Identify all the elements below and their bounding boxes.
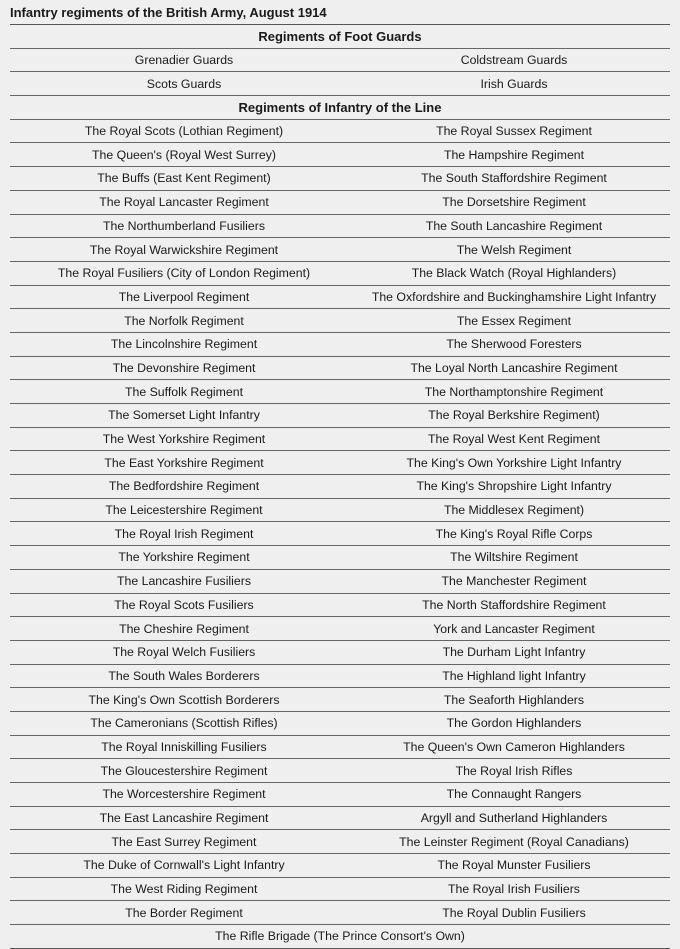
- table-row: [10, 215, 670, 239]
- regiment-cell-left: The Lincolnshire Regiment: [110, 337, 258, 352]
- table-row-final: [10, 925, 670, 949]
- table-row: [10, 546, 670, 570]
- regiment-cell-left: The Duke of Cornwall's Light Infantry: [83, 858, 285, 873]
- regiment-cell-right: The Sherwood Foresters: [446, 337, 582, 352]
- table-row: [10, 522, 670, 546]
- regiment-cell-left: The Cameronians (Scottish Rifles): [90, 716, 278, 731]
- regiment-cell-right: The Manchester Regiment: [441, 574, 587, 589]
- table-row: [10, 428, 670, 452]
- regiment-cell-left: The Leicestershire Regiment: [105, 503, 263, 518]
- regiment-cell-left: The Royal Irish Regiment: [114, 526, 254, 541]
- regiment-cell-right: The Loyal North Lancashire Regiment: [410, 360, 618, 375]
- regiment-cell: The Rifle Brigade (The Prince Consort's Own): [215, 929, 465, 944]
- regiment-cell-left: The King's Own Scottish Borderers: [88, 692, 280, 707]
- table-row: [10, 286, 670, 310]
- regiment-cell-left: The West Riding Regiment: [110, 882, 258, 897]
- regiment-cell-right: The Leinster Regiment (Royal Canadians): [399, 834, 629, 849]
- table-row: [10, 475, 670, 499]
- regiment-cell-right: Coldstream Guards: [460, 53, 568, 68]
- table-row: [10, 712, 670, 736]
- table-row: [10, 688, 670, 712]
- regiment-cell-left: The Suffolk Regiment: [124, 384, 244, 399]
- section-heading: Regiments of Infantry of the Line: [238, 99, 442, 115]
- regiment-cell-left: The Lancashire Fusiliers: [117, 574, 251, 589]
- regiment-cell-right: The Royal Munster Fusiliers: [437, 858, 591, 873]
- regiment-cell-left: The Royal Warwickshire Regiment: [89, 242, 279, 257]
- regiment-cell-right: The Wiltshire Regiment: [450, 550, 578, 565]
- regiment-cell-right: The Welsh Regiment: [456, 242, 572, 257]
- regiment-cell-left: The Royal Inniskilling Fusiliers: [101, 739, 267, 754]
- regiment-cell-right: The King's Shropshire Light Infantry: [416, 479, 612, 494]
- table-row: [10, 878, 670, 902]
- regiments-table: [10, 24, 670, 949]
- table-row: [10, 759, 670, 783]
- regiment-cell-left: The Yorkshire Regiment: [118, 550, 250, 565]
- regiment-cell-left: The Northumberland Fusiliers: [103, 218, 265, 233]
- table-row: [10, 665, 670, 689]
- regiment-cell-left: The Royal Fusiliers (City of London Regiment): [57, 266, 311, 281]
- regiment-cell-right: The Black Watch (Royal Highlanders): [411, 266, 617, 281]
- table-row: [10, 167, 670, 191]
- regiment-cell-left: The Somerset Light Infantry: [108, 408, 260, 423]
- table-row: [10, 807, 670, 831]
- regiment-cell-right: The Royal West Kent Regiment: [427, 432, 600, 447]
- table-row: [10, 238, 670, 262]
- table-row: [10, 120, 670, 144]
- regiment-cell-left: The Liverpool Regiment: [118, 289, 250, 304]
- regiment-cell-left: The East Surrey Regiment: [111, 834, 257, 849]
- regiment-cell-right: The Royal Berkshire Regiment): [428, 408, 600, 423]
- regiment-cell-right: Argyll and Sutherland Highlanders: [420, 811, 608, 826]
- regiment-cell-right: The Dorsetshire Regiment: [442, 195, 586, 210]
- regiment-cell-left: The Royal Scots Fusiliers: [114, 597, 254, 612]
- foot-guards-rows: [10, 49, 670, 96]
- regiment-cell-right: The Queen's Own Cameron Highlanders: [403, 739, 625, 754]
- regiment-cell-left: The Bedfordshire Regiment: [108, 479, 260, 494]
- regiment-cell-left: The Border Regiment: [125, 905, 243, 920]
- regiment-cell-right: The King's Royal Rifle Corps: [435, 526, 593, 541]
- regiment-cell-left: The Royal Welch Fusiliers: [112, 645, 256, 660]
- regiment-cell-left: The Gloucestershire Regiment: [100, 763, 268, 778]
- regiment-cell-left: The South Wales Borderers: [108, 668, 260, 683]
- regiment-cell-left: Grenadier Guards: [134, 53, 234, 68]
- table-row: [10, 309, 670, 333]
- table-row: [10, 49, 670, 73]
- regiment-cell-right: The King's Own Yorkshire Light Infantry: [406, 455, 622, 470]
- table-row: [10, 404, 670, 428]
- regiment-cell-left: Scots Guards: [146, 76, 222, 91]
- regiment-cell-right: The Gordon Highlanders: [446, 716, 582, 731]
- table-row: [10, 617, 670, 641]
- line-infantry-rows: [10, 120, 670, 925]
- regiment-cell-left: The Royal Lancaster Regiment: [99, 195, 269, 210]
- regiment-cell-right: The Royal Irish Rifles: [455, 763, 573, 778]
- regiment-cell-left: The Cheshire Regiment: [119, 621, 249, 636]
- regiment-cell-left: The East Yorkshire Regiment: [104, 455, 264, 470]
- regiment-cell-left: The Devonshire Regiment: [112, 360, 256, 375]
- regiment-cell-right: The South Staffordshire Regiment: [421, 171, 607, 186]
- regiment-cell-left: The Norfolk Regiment: [124, 313, 244, 328]
- regiment-cell-left: The Worcestershire Regiment: [102, 787, 266, 802]
- regiment-cell-right: The Royal Dublin Fusiliers: [442, 905, 586, 920]
- regiment-cell-right: The Durham Light Infantry: [442, 645, 586, 660]
- table-row: [10, 72, 670, 96]
- section-heading: Regiments of Foot Guards: [258, 28, 422, 44]
- regiment-cell-right: Irish Guards: [480, 76, 548, 91]
- regiment-cell-right: The Highland light Infantry: [442, 668, 586, 683]
- regiment-cell-right: The Royal Sussex Regiment: [436, 124, 592, 139]
- regiment-cell-right: The Oxfordshire and Buckinghamshire Light Infantry: [371, 289, 657, 304]
- table-row: [10, 901, 670, 925]
- regiment-cell-left: The West Yorkshire Regiment: [102, 432, 266, 447]
- regiment-cell-right: York and Lancaster Regiment: [433, 621, 595, 636]
- regiment-cell-right: The Middlesex Regiment): [443, 503, 585, 518]
- table-row: [10, 499, 670, 523]
- table-row: [10, 783, 670, 807]
- section-heading-line-infantry: [10, 96, 670, 120]
- regiment-cell-right: The Essex Regiment: [456, 313, 572, 328]
- regiment-cell-left: The East Lancashire Regiment: [99, 811, 269, 826]
- table-row: [10, 333, 670, 357]
- table-row: [10, 570, 670, 594]
- table-title: Infantry regiments of the British Army, August 1914: [10, 5, 327, 20]
- regiment-cell-right: The Connaught Rangers: [446, 787, 582, 802]
- table-row: [10, 191, 670, 215]
- table-row: [10, 594, 670, 618]
- table-row: [10, 262, 670, 286]
- regiment-cell-right: The Royal Irish Fusiliers: [448, 882, 580, 897]
- regiment-cell-right: The Northamptonshire Regiment: [424, 384, 604, 399]
- table-row: [10, 854, 670, 878]
- regiment-cell-right: The Hampshire Regiment: [443, 147, 585, 162]
- regiment-cell-right: The Seaforth Highlanders: [443, 692, 585, 707]
- table-row: [10, 380, 670, 404]
- table-row: [10, 357, 670, 381]
- regiment-cell-right: The South Lancashire Regiment: [425, 218, 603, 233]
- section-heading-foot-guards: [10, 25, 670, 49]
- table-row: [10, 641, 670, 665]
- regiment-cell-left: The Buffs (East Kent Regiment): [97, 171, 271, 186]
- table-row: [10, 451, 670, 475]
- table-row: [10, 830, 670, 854]
- regiment-cell-right: The North Staffordshire Regiment: [422, 597, 606, 612]
- regiment-cell-left: The Queen's (Royal West Surrey): [92, 147, 276, 162]
- regiment-cell-left: The Royal Scots (Lothian Regiment): [84, 124, 284, 139]
- table-row: [10, 143, 670, 167]
- table-row: [10, 736, 670, 760]
